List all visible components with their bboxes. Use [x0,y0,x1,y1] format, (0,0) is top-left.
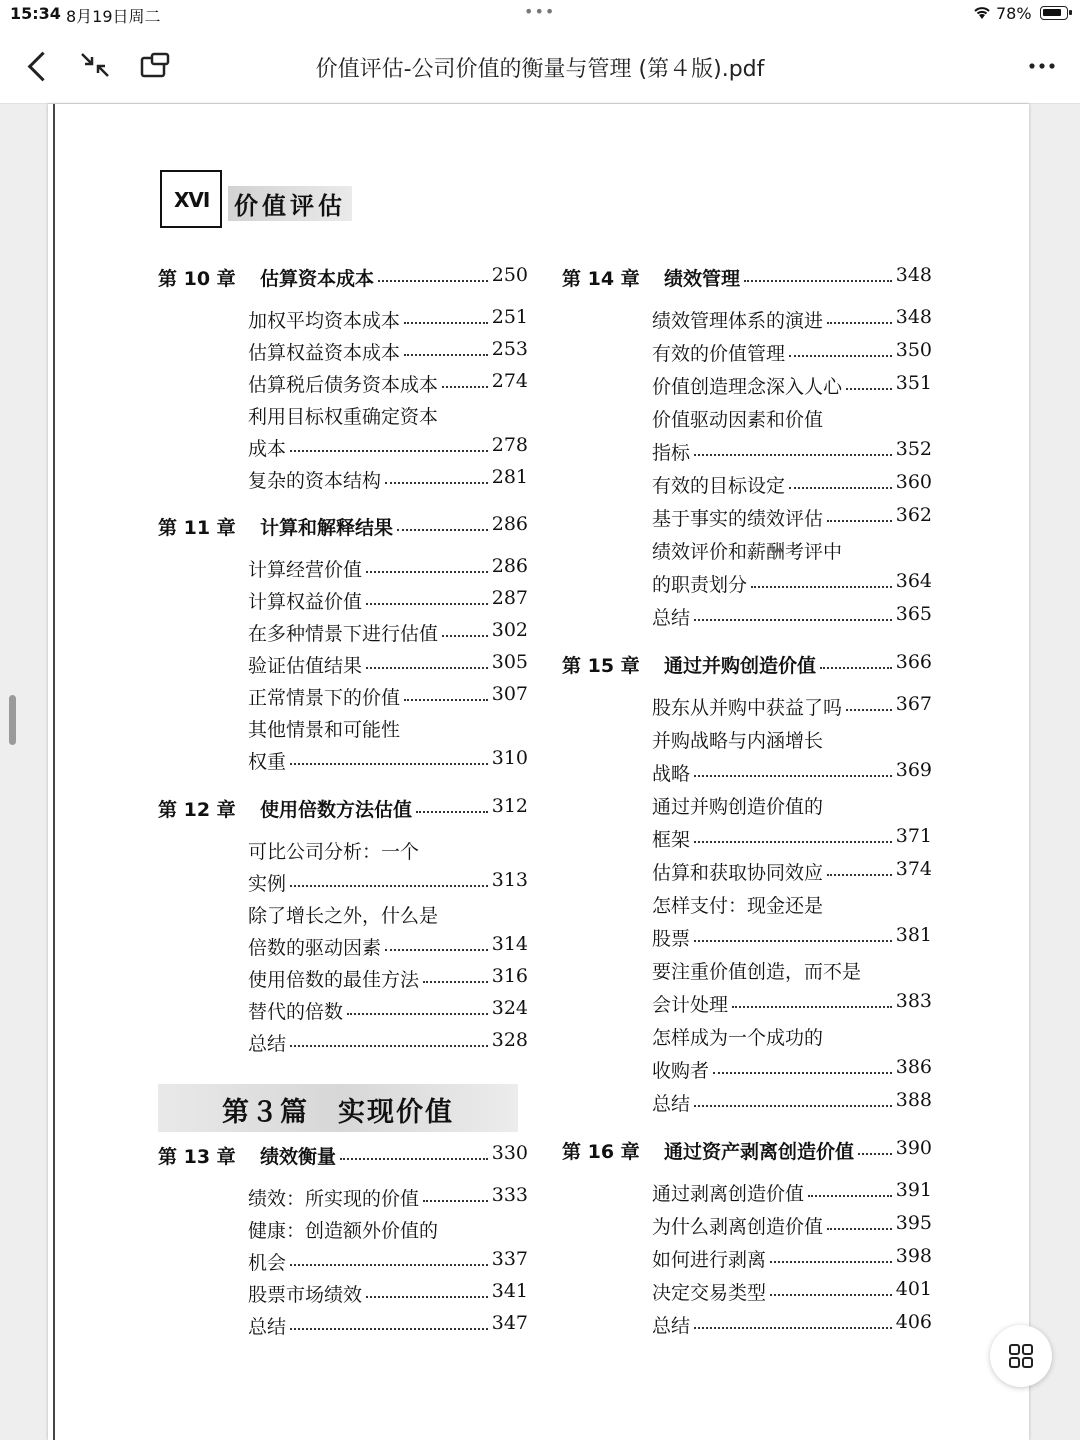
chapter-title: 使用倍数方法估值 [260,799,413,821]
toc-section-entry[interactable] [652,570,932,600]
toc-section-entry[interactable] [652,759,932,789]
toc-chapter-entry[interactable] [562,1137,932,1167]
page-number: 398 [895,1245,932,1267]
dotted-leader [290,1045,488,1047]
chapter-number: 第 11 章 [158,517,236,539]
page-number: 341 [491,1280,528,1302]
dotted-leader [694,841,892,843]
dotted-leader [397,529,488,531]
page-number: 348 [895,264,932,286]
dotted-leader [789,355,892,357]
dotted-leader [846,388,892,390]
section-title: 的职责划分 [652,574,748,596]
dotted-leader [694,1105,892,1107]
section-title: 股票 [652,928,691,950]
toc-section-entry[interactable] [248,837,528,867]
toc-section-entry[interactable] [652,1311,932,1341]
toc-section-entry[interactable] [652,792,932,822]
section-title: 指标 [652,442,691,464]
page-number: 386 [895,1056,932,1078]
multitasking-dots[interactable]: ••• [524,2,556,21]
battery-icon [1040,6,1068,20]
toc-section-entry[interactable] [248,683,528,713]
dotted-leader [751,586,892,588]
page-number: 360 [895,471,932,493]
dotted-leader [404,322,488,324]
dotted-leader [385,949,488,951]
page-number: 286 [491,513,528,535]
toc-section-entry[interactable] [248,555,528,585]
section-title: 绩效：所实现的价值 [248,1188,420,1210]
toc-right-column [562,104,932,1440]
chapter-title: 估算资本成本 [260,268,375,290]
dotted-leader [290,1328,488,1330]
section-title: 要注重价值创造，而不是 [652,961,862,983]
part-heading [158,1084,518,1132]
section-title: 有效的价值管理 [652,343,786,365]
dotted-leader [858,1153,892,1155]
grid-view-button[interactable] [990,1325,1052,1387]
section-title: 怎样成为一个成功的 [652,1027,824,1049]
toc-section-entry[interactable] [248,466,528,496]
toc-section-entry[interactable] [652,924,932,954]
page-number: 388 [895,1089,932,1111]
page-number: 305 [491,651,528,673]
page-number: 310 [491,747,528,769]
chapter-title: 绩效管理 [664,268,741,290]
dotted-leader [770,1261,892,1263]
status-bar [0,0,1080,28]
book-title: 价值评估 [228,186,352,221]
dotted-leader [340,1158,488,1160]
toc-section-entry[interactable] [652,726,932,756]
document-title: 价值评估-公司价值的衡量与管理 (第４版).pdf [315,57,765,82]
toc-section-entry[interactable] [652,438,932,468]
page-number: 274 [491,370,528,392]
dotted-leader [423,1200,488,1202]
toc-section-entry[interactable] [248,1248,528,1278]
toc-chapter-entry[interactable] [158,264,528,294]
dotted-leader [385,482,488,484]
page-number: 330 [491,1142,528,1164]
toc-section-entry[interactable] [248,434,528,464]
dotted-leader [290,450,488,452]
dotted-leader [789,487,892,489]
toc-chapter-entry[interactable] [158,513,528,543]
section-title: 股票市场绩效 [248,1284,363,1306]
dotted-leader [404,354,488,356]
chapter-number: 第 13 章 [158,1146,236,1168]
toc-section-entry[interactable] [248,901,528,931]
toc-section-entry[interactable] [652,1089,932,1119]
part-title: 第３篇 实现价值 [222,1097,454,1128]
page-number: 316 [491,965,528,987]
section-title: 加权平均资本成本 [248,310,401,332]
toc-section-entry[interactable] [248,651,528,681]
dotted-leader [827,874,892,876]
toc-section-entry[interactable] [652,306,932,336]
section-title: 有效的目标设定 [652,475,786,497]
page-number: 347 [491,1312,528,1334]
toc-section-entry[interactable] [652,372,932,402]
page-number: 366 [895,651,932,673]
page-number: 374 [895,858,932,880]
page-number: 365 [895,603,932,625]
section-title: 总结 [652,1093,691,1115]
section-title: 估算和获取协同效应 [652,862,824,884]
toc-section-entry[interactable] [248,1029,528,1059]
toc-section-entry[interactable] [248,747,528,777]
dotted-leader [713,1072,892,1074]
dotted-leader [366,603,488,605]
chapter-number: 第 12 章 [158,799,236,821]
page-number: 395 [895,1212,932,1234]
toc-section-entry[interactable] [652,1179,932,1209]
section-title: 决定交易类型 [652,1282,767,1304]
pdf-page[interactable] [48,104,1029,1440]
section-title: 并购战略与内涵增长 [652,730,824,752]
dotted-leader [378,280,488,282]
toc-section-entry[interactable] [652,891,932,921]
status-date: 8月19日周二 [66,7,161,26]
dotted-leader [366,1296,488,1298]
section-title: 替代的倍数 [248,1001,344,1023]
page-number: 406 [895,1311,932,1333]
section-title: 收购者 [652,1060,710,1082]
section-title: 倍数的驱动因素 [248,937,382,959]
toc-section-entry[interactable] [652,1245,932,1275]
dotted-leader [694,619,892,621]
section-title: 总结 [248,1033,287,1055]
section-title: 除了增长之外，什么是 [248,905,439,927]
dotted-leader [347,1013,488,1015]
page-number: 371 [895,825,932,847]
page-number: 278 [491,434,528,456]
section-title: 验证估值结果 [248,655,363,677]
toc-section-entry[interactable] [248,402,528,432]
page-number: 381 [895,924,932,946]
dotted-leader [827,520,892,522]
dotted-leader [732,1006,892,1008]
chapter-number: 第 15 章 [562,655,640,677]
page-number: 253 [491,338,528,360]
dotted-leader [442,635,488,637]
toc-chapter-entry[interactable] [562,264,932,294]
page-number: 281 [491,466,528,488]
toc-section-entry[interactable] [248,619,528,649]
chapter-title: 通过资产剥离创造价值 [664,1141,855,1163]
page-number: 390 [895,1137,932,1159]
toc-section-entry[interactable] [652,825,932,855]
dotted-leader [366,571,488,573]
section-title: 计算权益价值 [248,591,363,613]
dotted-leader [694,454,892,456]
page-number: 369 [895,759,932,781]
page-number: 307 [491,683,528,705]
toc-section-entry[interactable] [652,405,932,435]
toc-section-entry[interactable] [248,1280,528,1310]
dotted-leader [290,1264,488,1266]
more-button[interactable] [1020,46,1064,86]
page-number: 328 [491,1029,528,1051]
page-number: 286 [491,555,528,577]
dotted-leader [827,1228,892,1230]
section-title: 绩效评价和薪酬考评中 [652,541,843,563]
dotted-leader [442,386,488,388]
page-number: 287 [491,587,528,609]
section-title: 为什么剥离创造价值 [652,1216,824,1238]
section-title: 总结 [652,607,691,629]
toc-section-entry[interactable] [248,869,528,899]
page-number: 364 [895,570,932,592]
page-number: 383 [895,990,932,1012]
wifi-icon [972,4,992,24]
section-title: 怎样支付：现金还是 [652,895,824,917]
dotted-leader [770,1294,892,1296]
navigation-bar [0,28,1080,104]
chapter-number: 第 16 章 [562,1141,640,1163]
section-title: 正常情景下的价值 [248,687,401,709]
toc-section-entry[interactable] [248,1184,528,1214]
chapter-title: 通过并购创造价值 [664,655,817,677]
section-title: 在多种情景下进行估值 [248,623,439,645]
section-title: 机会 [248,1252,287,1274]
section-title: 实例 [248,873,287,895]
page-number: 348 [895,306,932,328]
toc-section-entry[interactable] [248,306,528,336]
page-number: 251 [491,306,528,328]
section-title: 使用倍数的最佳方法 [248,969,420,991]
toc-section-entry[interactable] [248,997,528,1027]
section-title: 权重 [248,751,287,773]
toc-section-entry[interactable] [248,715,528,745]
toc-section-entry[interactable] [652,693,932,723]
section-title: 总结 [652,1315,691,1337]
toc-section-entry[interactable] [652,603,932,633]
page-number: 350 [895,339,932,361]
page-number: 391 [895,1179,932,1201]
toc-section-entry[interactable] [248,933,528,963]
toc-section-entry[interactable] [652,471,932,501]
page-number: 401 [895,1278,932,1300]
toc-section-entry[interactable] [248,1216,528,1246]
toc-section-entry[interactable] [652,1278,932,1308]
page-number: 314 [491,933,528,955]
dotted-leader [290,885,488,887]
dotted-leader [404,699,488,701]
toc-section-entry[interactable] [248,370,528,400]
section-title: 价值驱动因素和价值 [652,409,824,431]
toc-section-entry[interactable] [652,1212,932,1242]
section-title: 框架 [652,829,691,851]
dotted-leader [366,667,488,669]
toc-section-entry[interactable] [652,957,932,987]
more-horizontal-icon [1020,46,1064,86]
dotted-leader [744,280,892,282]
section-title: 复杂的资本结构 [248,470,382,492]
toc-section-entry[interactable] [652,858,932,888]
section-title: 会计处理 [652,994,729,1016]
section-title: 其他情景和可能性 [248,719,401,741]
toc-section-entry[interactable] [248,587,528,617]
toc-chapter-entry[interactable] [562,651,932,681]
toc-chapter-entry[interactable] [158,1142,528,1172]
chapter-title: 计算和解释结果 [260,517,394,539]
toc-section-entry[interactable] [652,504,932,534]
grid-view-icon [990,1325,1052,1387]
dotted-leader [694,775,892,777]
chapter-number: 第 10 章 [158,268,236,290]
page-number: 352 [895,438,932,460]
section-title: 价值创造理念深入人心 [652,376,843,398]
section-title: 通过并购创造价值的 [652,796,824,818]
page-number: 324 [491,997,528,1019]
page-number: 362 [895,504,932,526]
toc-left-column [158,104,528,1440]
section-title: 基于事实的绩效评估 [652,508,824,530]
section-title: 利用目标权重确定资本 [248,406,439,428]
section-title: 估算税后债务资本成本 [248,374,439,396]
section-title: 通过剥离创造价值 [652,1183,805,1205]
chapter-title: 绩效衡量 [260,1146,337,1168]
page-number: 250 [491,264,528,286]
dotted-leader [827,322,892,324]
toc-section-entry[interactable] [652,1023,932,1053]
dotted-leader [694,1327,892,1329]
dotted-leader [423,981,488,983]
toc-section-entry[interactable] [248,338,528,368]
section-title: 总结 [248,1316,287,1338]
page-number: 312 [491,795,528,817]
battery-percentage: 78% [996,4,1032,23]
toc-chapter-entry[interactable] [158,795,528,825]
toc-section-entry[interactable] [652,339,932,369]
page-number: 367 [895,693,932,715]
page-number: 302 [491,619,528,641]
sidebar-drag-handle[interactable] [9,695,16,745]
toc-section-entry[interactable] [652,990,932,1020]
section-title: 如何进行剥离 [652,1249,767,1271]
section-title: 计算经营价值 [248,559,363,581]
page-number-roman: XVI [174,188,210,212]
toc-section-entry[interactable] [248,1312,528,1342]
toc-section-entry[interactable] [652,537,932,567]
section-title: 成本 [248,438,287,460]
section-title: 绩效管理体系的演进 [652,310,824,332]
section-title: 战略 [652,763,691,785]
section-title: 可比公司分析：一个 [248,841,420,863]
dotted-leader [820,667,892,669]
section-title: 健康：创造额外价值的 [248,1220,439,1242]
page-edge-line [53,104,55,1440]
page-number: 333 [491,1184,528,1206]
dotted-leader [808,1195,892,1197]
dotted-leader [416,811,488,813]
page-number: 351 [895,372,932,394]
status-time: 15:34 [10,4,61,23]
dotted-leader [290,763,488,765]
page-number: 337 [491,1248,528,1270]
chapter-number: 第 14 章 [562,268,640,290]
section-title: 估算权益资本成本 [248,342,401,364]
dotted-leader [694,940,892,942]
toc-section-entry[interactable] [652,1056,932,1086]
toc-section-entry[interactable] [248,965,528,995]
dotted-leader [846,709,892,711]
page-number: 313 [491,869,528,891]
section-title: 股东从并购中获益了吗 [652,697,843,719]
